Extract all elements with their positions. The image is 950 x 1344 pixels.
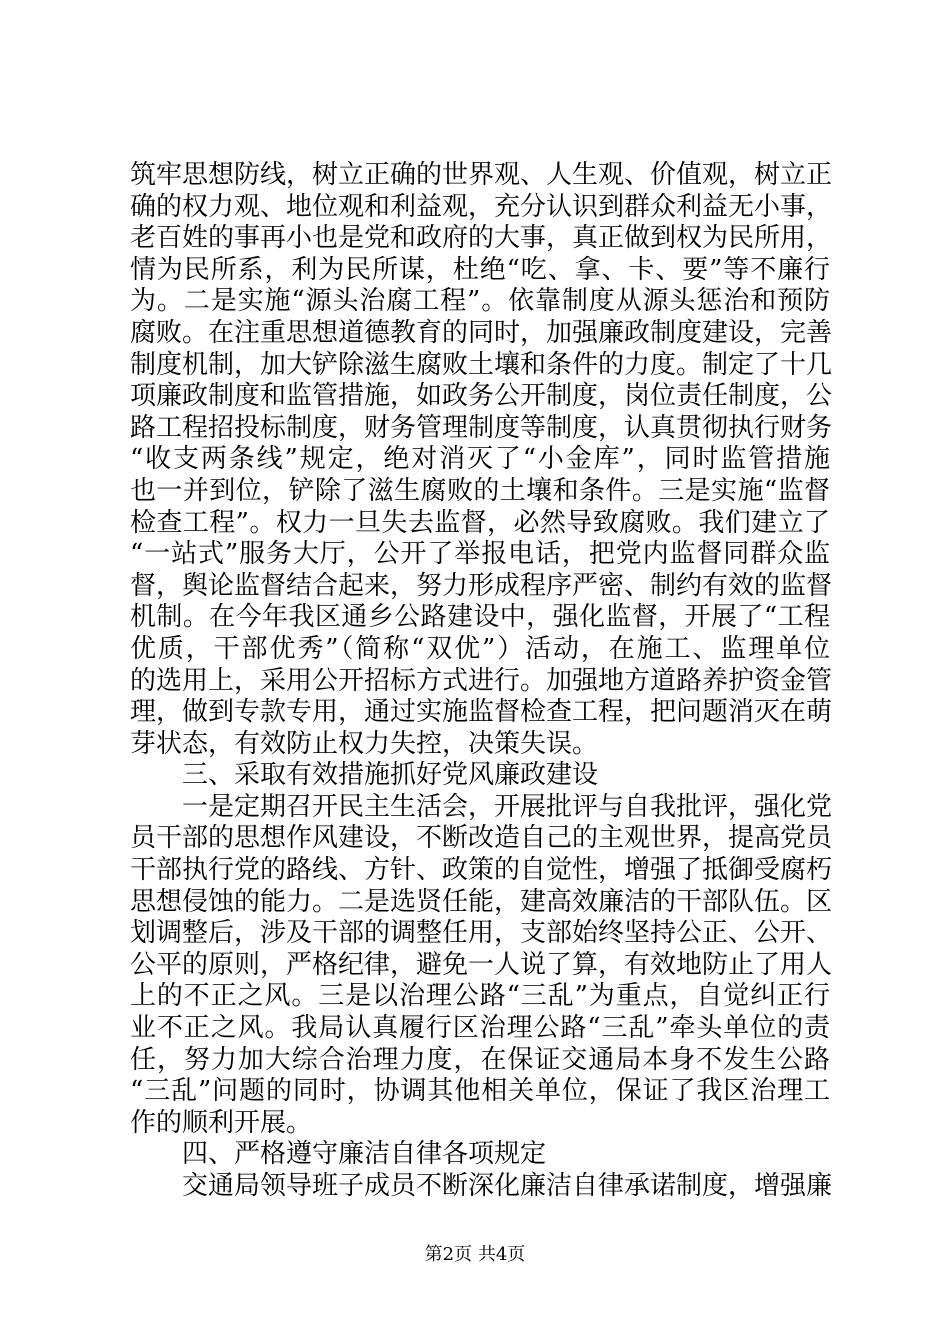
text-line: 督，舆论监督结合起来，努力形成程序严密、制约有效的监督 bbox=[130, 570, 833, 601]
text-line: 制度机制，加大铲除滋生腐败土壤和条件的力度。制定了十几 bbox=[130, 349, 833, 380]
text-line: 确的权力观、地位观和利益观，充分认识到群众利益无小事， bbox=[130, 191, 833, 222]
text-line: 作的顺利开展。 bbox=[130, 1107, 313, 1138]
text-line: 业不正之风。我局认真履行区治理公路“三乱”牵头单位的责 bbox=[130, 1013, 830, 1044]
text-line: 优质，干部优秀”（简称“双优”）活动，在施工、监理单位 bbox=[130, 633, 830, 664]
text-line: “三乱”问题的同时，协调其他相关单位，保证了我区治理工 bbox=[130, 1076, 830, 1107]
text-line: 也一并到位，铲除了滋生腐败的土壤和条件。三是实施“监督 bbox=[130, 475, 830, 506]
text-line: 任，努力加大综合治理力度，在保证交通局本身不发生公路 bbox=[130, 1044, 830, 1075]
text-line: 思想侵蚀的能力。二是选贤任能，建高效廉洁的干部队伍。区 bbox=[130, 886, 833, 917]
text-line: 情为民所系，利为民所谋，杜绝“吃、拿、卡、要”等不廉行 bbox=[130, 254, 830, 285]
text-line: 筑牢思想防线，树立正确的世界观、人生观、价值观，树立正 bbox=[130, 160, 833, 190]
text-line: 上的不正之风。三是以治理公路“三乱”为重点，自觉纠正行 bbox=[130, 981, 830, 1012]
text-line: 路工程招投标制度，财务管理制度等制度，认真贯彻执行财务 bbox=[130, 412, 833, 443]
text-line: 的选用上，采用公开招标方式进行。加强地方道路养护资金管 bbox=[130, 665, 833, 696]
text-line: 机制。在今年我区通乡公路建设中，强化监督，开展了“工程 bbox=[130, 602, 830, 633]
section-heading: 三、采取有效措施抓好党风廉政建设 bbox=[182, 760, 599, 791]
text-line: 一是定期召开民主生活会，开展批评与自我批评，强化党 bbox=[182, 791, 833, 822]
text-line: 芽状态，有效防止权力失控，决策失误。 bbox=[130, 728, 599, 759]
text-line: 腐败。在注重思想道德教育的同时，加强廉政制度建设，完善 bbox=[130, 317, 833, 348]
text-line: 检查工程”。权力一旦失去监督，必然导致腐败。我们建立了 bbox=[130, 507, 830, 538]
text-line: “收支两条线”规定，绝对消灭了“小金库”，同时监管措施 bbox=[130, 444, 830, 475]
page-footer: 第2页 共4页 bbox=[424, 1244, 526, 1265]
text-line: 理，做到专款专用，通过实施监督检查工程，把问题消灭在萌 bbox=[130, 697, 833, 728]
text-line: “一站式”服务大厅，公开了举报电话，把党内监督同群众监 bbox=[130, 539, 830, 570]
text-line: 干部执行党的路线、方针、政策的自觉性，增强了抵御受腐朽 bbox=[130, 855, 833, 886]
text-line: 项廉政制度和监管措施，如政务公开制度，岗位责任制度，公 bbox=[130, 381, 833, 412]
body-text bbox=[130, 160, 833, 1203]
text-line: 划调整后，涉及干部的调整任用，支部始终坚持公正、公开、 bbox=[130, 918, 833, 949]
text-line: 交通局领导班子成员不断深化廉洁自律承诺制度，增强廉 bbox=[182, 1171, 833, 1201]
section-heading: 四、严格遵守廉洁自律各项规定 bbox=[182, 1139, 547, 1170]
text-line: 公平的原则，严格纪律，避免一人说了算，有效地防止了用人 bbox=[130, 949, 833, 980]
text-line: 员干部的思想作风建设，不断改造自己的主观世界，提高党员 bbox=[130, 823, 833, 854]
text-line: 为。二是实施“源头治腐工程”。依靠制度从源头惩治和预防 bbox=[130, 286, 830, 317]
text-line: 老百姓的事再小也是党和政府的大事，真正做到权为民所用， bbox=[130, 223, 833, 254]
